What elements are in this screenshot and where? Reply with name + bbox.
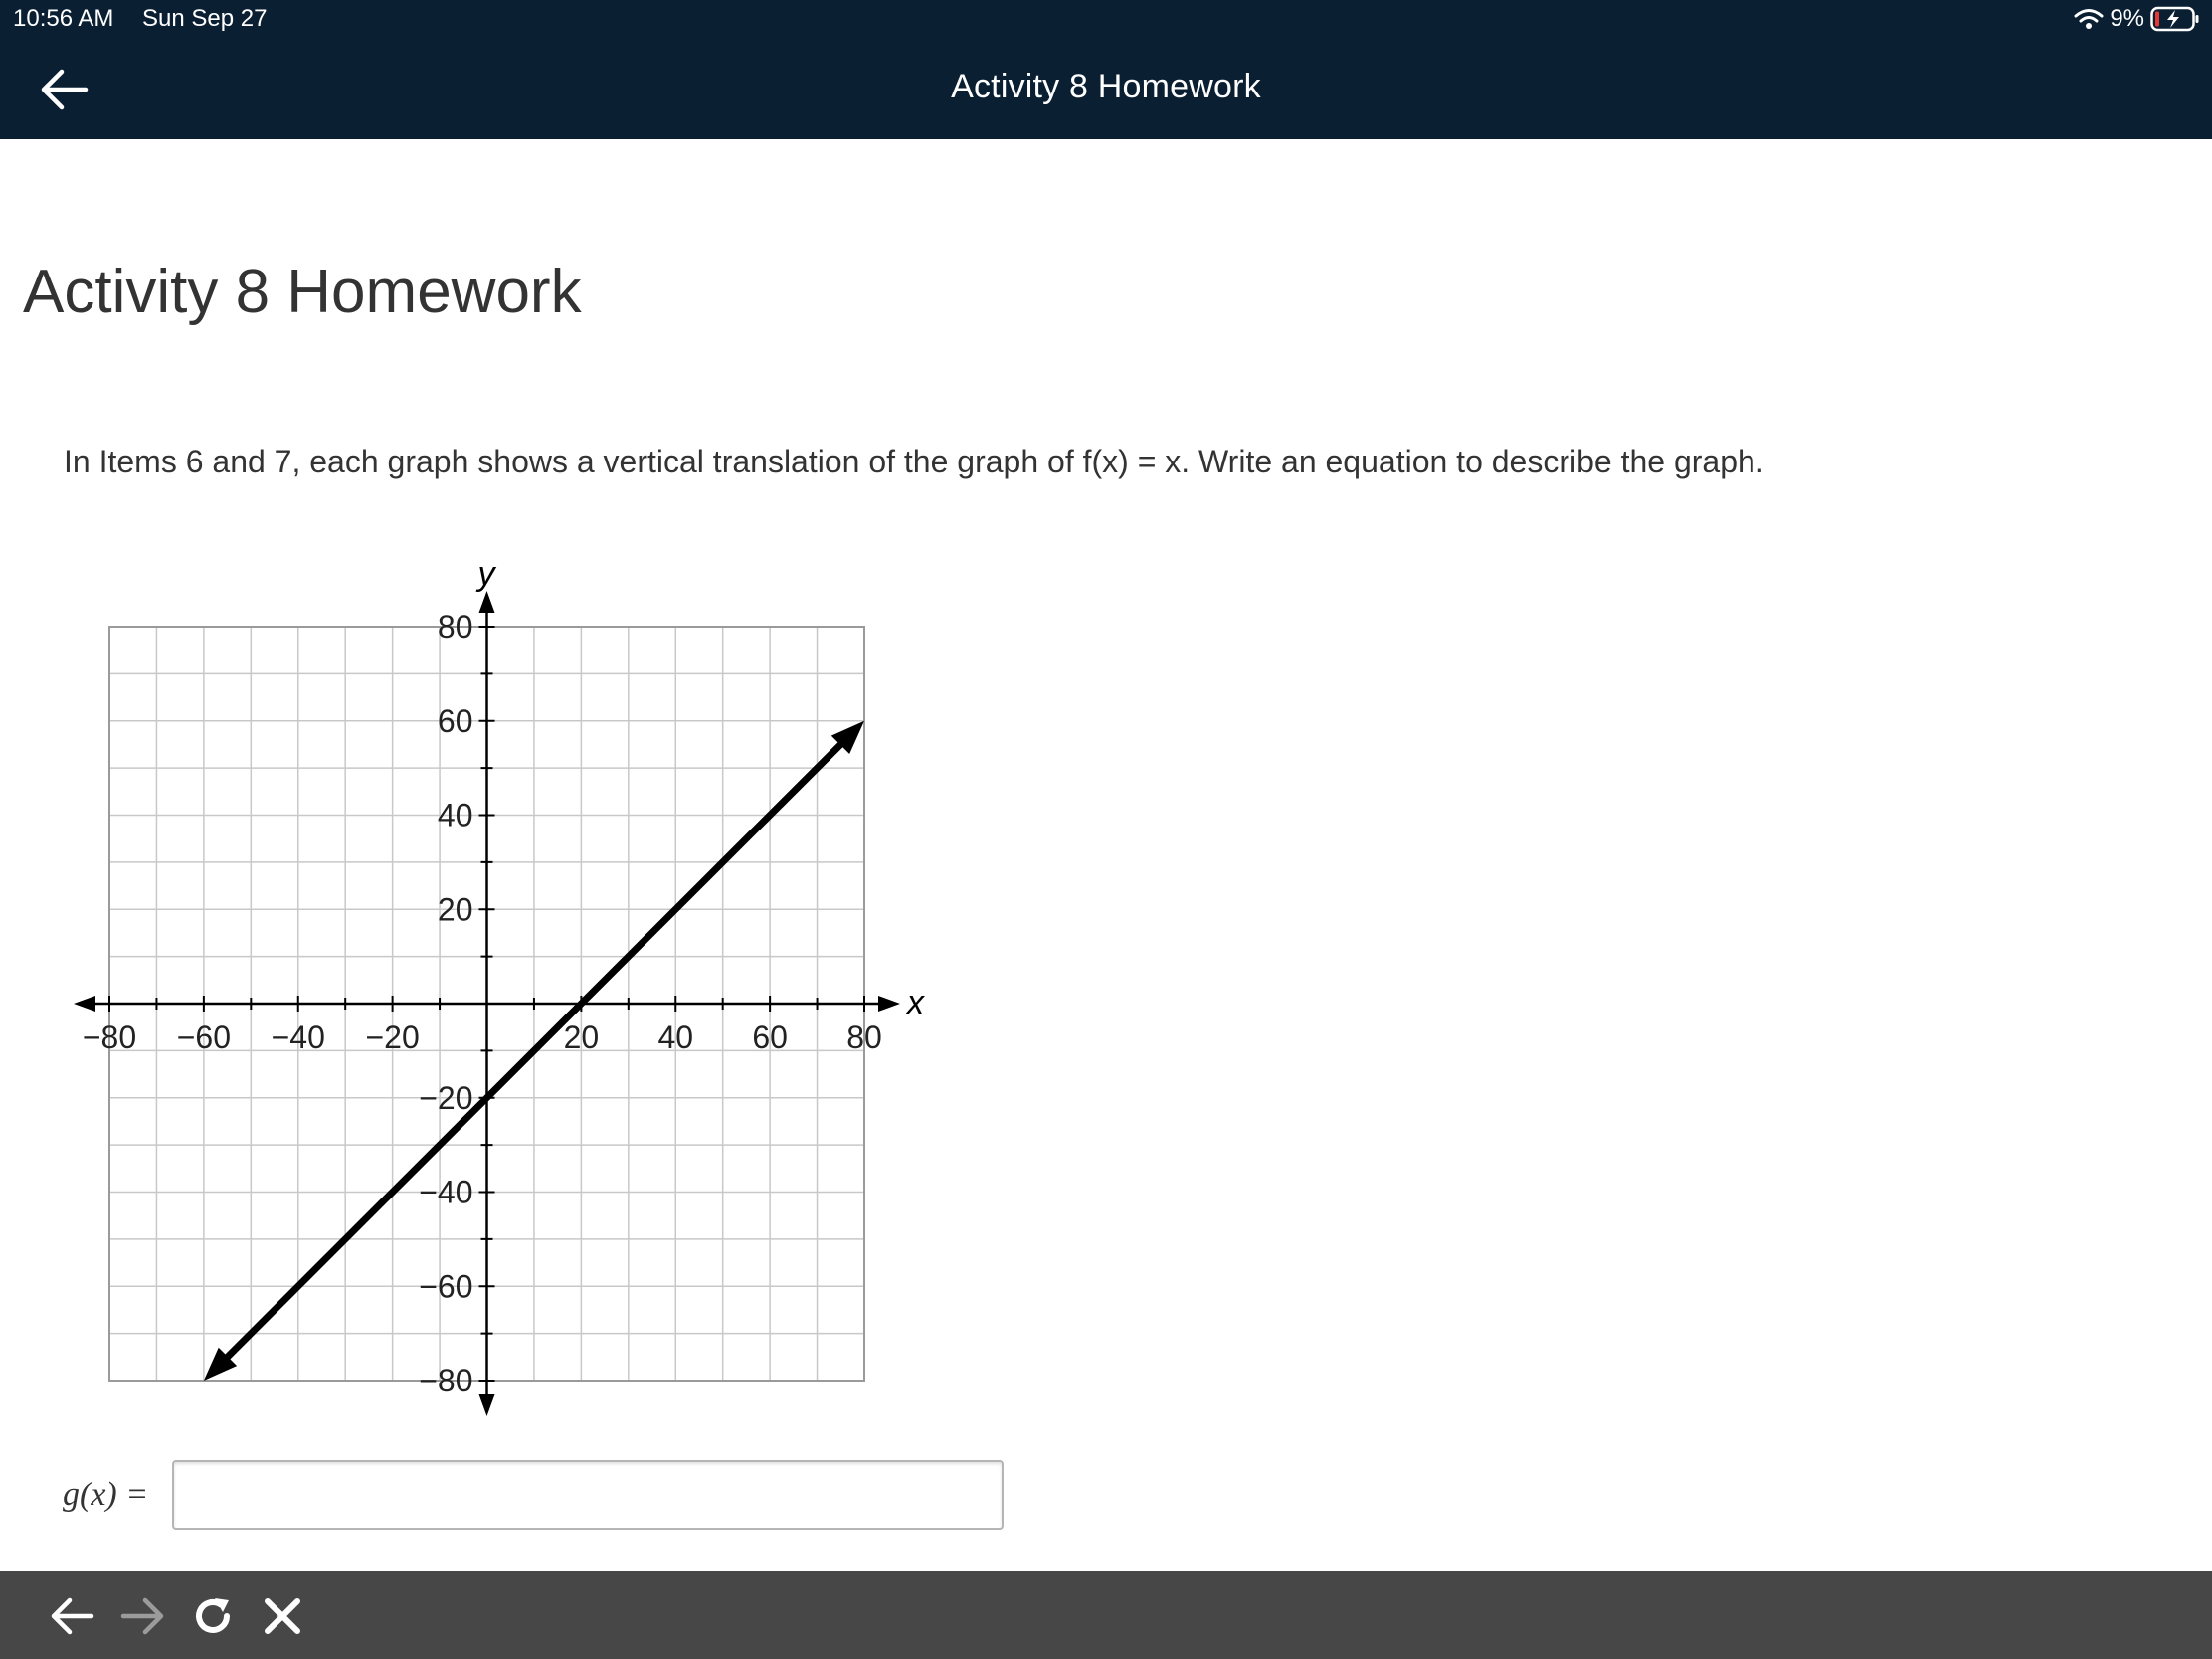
reload-icon <box>189 1592 237 1640</box>
y-axis-label: y <box>477 555 495 593</box>
x-axis-arrow-right <box>878 996 900 1012</box>
answer-row <box>63 1458 1004 1532</box>
status-indicators <box>2074 5 2200 33</box>
header-title: Activity 8 Homework <box>951 68 1261 105</box>
answer-label: g(x) = <box>63 1476 149 1513</box>
axes <box>74 591 900 1416</box>
bottom-toolbar <box>0 1571 2212 1659</box>
close-button[interactable] <box>257 1591 308 1641</box>
y-tick-label: 40 <box>437 797 473 833</box>
status-bar <box>0 0 2212 38</box>
reload-button[interactable] <box>187 1591 239 1641</box>
y-tick-label: 60 <box>437 702 473 739</box>
answer-input[interactable] <box>172 1460 1004 1530</box>
browser-back-button[interactable] <box>46 1591 97 1641</box>
y-tick-label: −40 <box>419 1174 473 1210</box>
x-axis-arrow-left <box>74 996 95 1012</box>
back-arrow-icon <box>48 1594 95 1638</box>
battery-percent: 9% <box>2110 5 2144 32</box>
x-tick-label: −20 <box>365 1019 420 1055</box>
x-tick-label: 80 <box>846 1019 882 1055</box>
y-tick-label: 20 <box>437 891 473 928</box>
x-tick-label: 40 <box>657 1019 694 1055</box>
status-date: Sun Sep 27 <box>142 5 268 32</box>
status-time: 10:56 AM <box>13 5 114 32</box>
page-title: Activity 8 Homework <box>23 258 582 326</box>
browser-forward-button[interactable] <box>117 1591 169 1641</box>
wifi-icon <box>2074 7 2104 31</box>
x-tick-label: −60 <box>176 1019 232 1055</box>
x-tick-label: 20 <box>563 1019 600 1055</box>
close-icon <box>261 1594 304 1638</box>
app-header <box>0 38 2212 139</box>
y-tick-label: −20 <box>419 1079 473 1116</box>
x-axis-label: x <box>907 984 924 1021</box>
y-axis-arrow-up <box>479 591 495 613</box>
instructions-text: In Items 6 and 7, each graph shows a vertical translation of the graph of f(x) = x. Write an equation to describe the graph. <box>64 444 1764 479</box>
y-axis-arrow-down <box>479 1394 495 1416</box>
x-tick-label: −40 <box>271 1019 325 1055</box>
forward-arrow-icon <box>119 1594 167 1638</box>
x-tick-label: −80 <box>82 1019 137 1055</box>
y-tick-label: 80 <box>437 609 473 645</box>
coordinate-graph <box>55 547 950 1422</box>
x-tick-label: 60 <box>752 1019 788 1055</box>
y-tick-label: −60 <box>419 1268 473 1305</box>
tick-labels <box>83 555 925 1398</box>
y-tick-label: −80 <box>419 1363 473 1398</box>
battery-icon <box>2150 6 2200 32</box>
